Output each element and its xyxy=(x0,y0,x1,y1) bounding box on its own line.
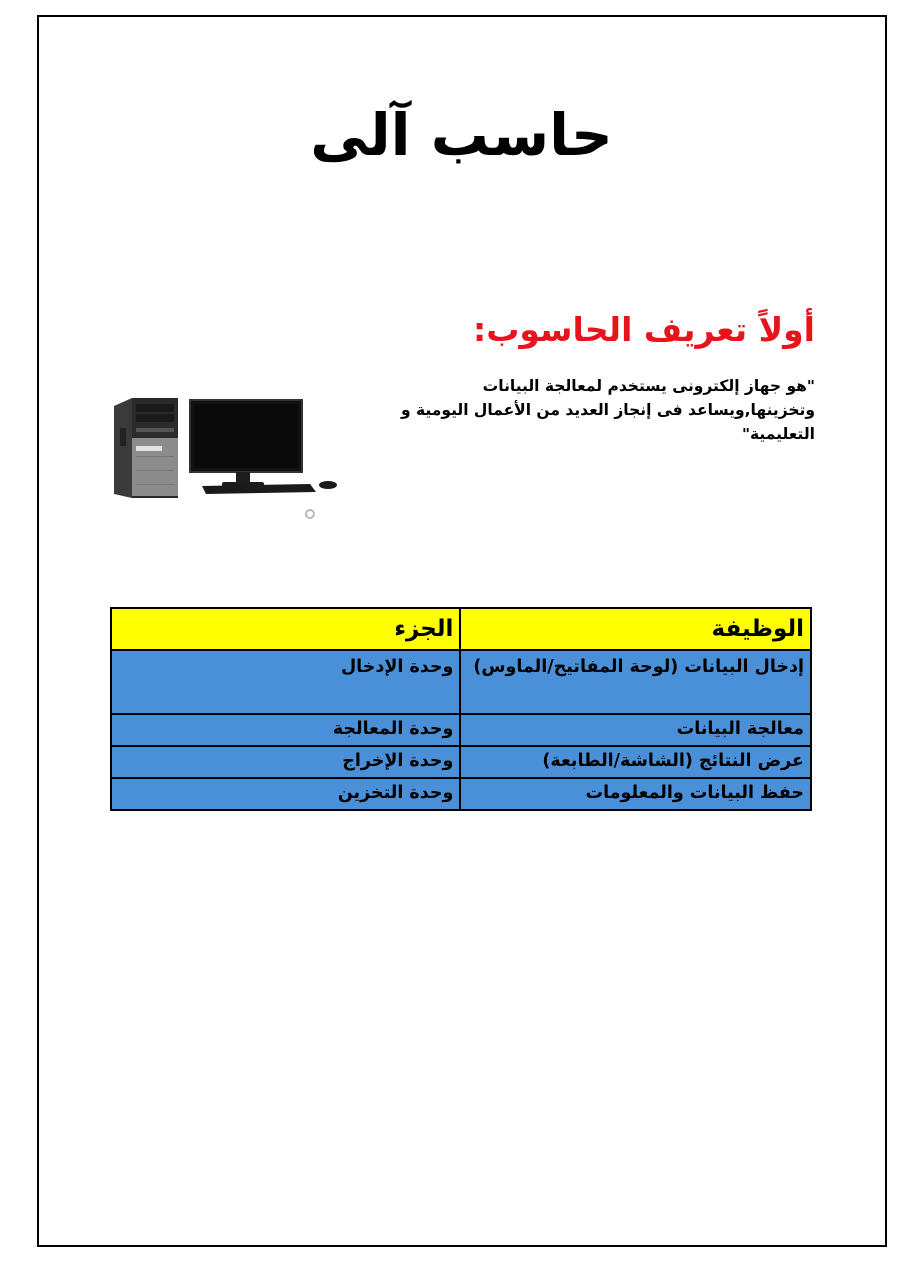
table-header-row xyxy=(111,608,811,650)
header-part: الجزء xyxy=(111,608,460,650)
section-heading: أولاً تعريف الحاسوب: xyxy=(473,310,815,349)
computer-parts-table xyxy=(110,607,812,811)
page-title: حاسب آلى xyxy=(310,101,613,169)
cell-function: حفظ البيانات والمعلومات xyxy=(460,778,811,810)
cell-part: وحدة التخزين xyxy=(111,778,460,810)
table-row xyxy=(111,746,811,778)
table-row xyxy=(111,650,811,714)
cell-part: وحدة المعالجة xyxy=(111,714,460,746)
cell-function: معالجة البيانات xyxy=(460,714,811,746)
table-row xyxy=(111,714,811,746)
cell-part: وحدة الإدخال xyxy=(111,650,460,714)
definition-paragraph: "هو جهاز إلكترونى يستخدم لمعالجة البيانات وتخزينها,ويساعد فى إنجاز العديد من الأعمال اليومية و التعليمية" xyxy=(401,377,815,443)
cell-function: عرض النتائج (الشاشة/الطابعة) xyxy=(460,746,811,778)
cell-part: وحدة الإخراج xyxy=(111,746,460,778)
table-row xyxy=(111,778,811,810)
header-function: الوظيفة xyxy=(460,608,811,650)
cell-function: إدخال البيانات (لوحة المفاتيح/الماوس) xyxy=(460,650,811,714)
desktop-computer-icon xyxy=(110,390,345,525)
